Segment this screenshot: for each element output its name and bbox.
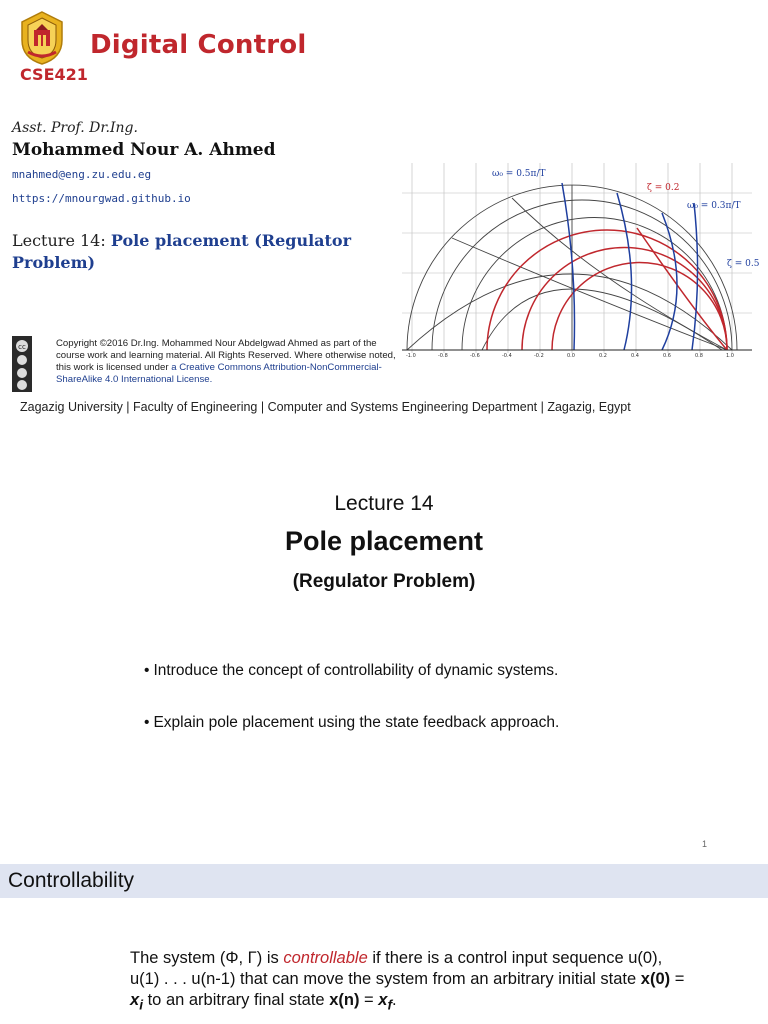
math-xi: x <box>130 991 140 1009</box>
lecture-number: Lecture 14 <box>334 492 434 515</box>
lecture-topic: Pole placement (Regulator Problem) <box>12 231 352 272</box>
math-x0: x(0) <box>640 970 671 988</box>
bullet-icon: • <box>144 714 150 731</box>
z-plane-grid-figure <box>392 158 762 358</box>
author-title: Asst. Prof. Dr.Ing. <box>12 120 138 136</box>
math-xn: x(n) <box>329 991 360 1009</box>
math-xf: x <box>378 991 388 1009</box>
affiliation-footer: Zagazig University | Faculty of Engineering | Computer and Systems Engineering Department | Zagazig, Egypt <box>20 400 631 414</box>
list-item <box>144 714 704 732</box>
svg-text:-0.4: -0.4 <box>502 353 512 358</box>
bullet-icon: • <box>144 662 150 679</box>
figure-labels <box>492 169 760 269</box>
lecture-heading <box>12 230 362 274</box>
svg-text:0.8: 0.8 <box>695 353 703 358</box>
svg-text:-0.8: -0.8 <box>438 353 448 358</box>
svg-text:cc: cc <box>18 343 26 351</box>
figure-tick-labels <box>406 353 734 358</box>
course-title: Digital Control <box>90 30 307 60</box>
author-website-link[interactable]: https://mnourgwad.github.io <box>12 192 191 205</box>
author-name: Mohammed Nour A. Ahmed <box>12 140 276 160</box>
definition-paragraph <box>130 948 690 1015</box>
page-number: 1 <box>702 839 708 849</box>
copyright-text: Copyright ©2016 Dr.Ing. Mohammed Nour Abdelgwad Ahmed as part of the course work and learning material. All Rights Reserved. Where otherwise noted, this work is licensed under <box>56 338 396 373</box>
bullet-text: Introduce the concept of controllability of dynamic systems. <box>153 662 559 679</box>
section-header-bar <box>0 864 768 898</box>
equals-sign: = <box>359 991 379 1009</box>
slide-subtitle: (Regulator Problem) <box>292 571 476 592</box>
svg-text:0.4: 0.4 <box>631 353 639 358</box>
slide-title: Pole placement <box>284 526 484 556</box>
svg-text:-1.0: -1.0 <box>406 353 416 358</box>
zeta-label-a: ζ = 0.2 <box>647 183 680 193</box>
definition-text: to an arbitrary final state <box>143 991 330 1009</box>
definition-text: if there is a control input sequence u(0), u(1) . . . u(n-1) that can move the system from an arbitrary initial state <box>130 949 663 988</box>
author-email-link[interactable]: mnahmed@eng.zu.edu.eg <box>12 168 152 181</box>
course-code: CSE421 <box>20 65 88 84</box>
creative-commons-badge-icon <box>12 336 32 392</box>
svg-text:0.6: 0.6 <box>663 353 671 358</box>
zeta-label-b: ζ = 0.5 <box>727 259 760 269</box>
svg-text:0.2: 0.2 <box>599 353 607 358</box>
objectives-list <box>144 662 704 766</box>
definition-end: . <box>392 991 397 1009</box>
intro-slide <box>0 432 768 862</box>
math-xf-sub: f <box>387 997 393 1013</box>
license-link[interactable]: a Creative Commons Attribution-NonCommercial-ShareAlike 4.0 International License. <box>56 362 382 385</box>
svg-text:0.0: 0.0 <box>567 353 575 358</box>
w0-label-b: ω₀ = 0.3π/T <box>687 201 741 211</box>
title-slide <box>0 0 768 432</box>
definition-text: The system (Φ, Γ) is <box>130 949 284 967</box>
figure-gridlines <box>402 163 752 353</box>
w0-label-a: ω₀ = 0.5π/T <box>492 169 546 179</box>
section-title: Controllability <box>8 869 135 892</box>
controllability-slide <box>0 862 768 1024</box>
math-xi-sub: i <box>139 997 144 1013</box>
university-seal-icon <box>18 10 66 66</box>
keyword-controllable: controllable <box>283 949 368 967</box>
svg-text:-0.6: -0.6 <box>470 353 480 358</box>
equals-sign: = <box>670 970 685 988</box>
copyright-notice <box>56 338 396 386</box>
list-item <box>144 662 704 680</box>
svg-text:1.0: 1.0 <box>726 353 734 358</box>
bullet-text: Explain pole placement using the state feedback approach. <box>153 714 560 731</box>
lecture-label: Lecture 14: <box>12 231 106 250</box>
svg-text:-0.2: -0.2 <box>534 353 544 358</box>
